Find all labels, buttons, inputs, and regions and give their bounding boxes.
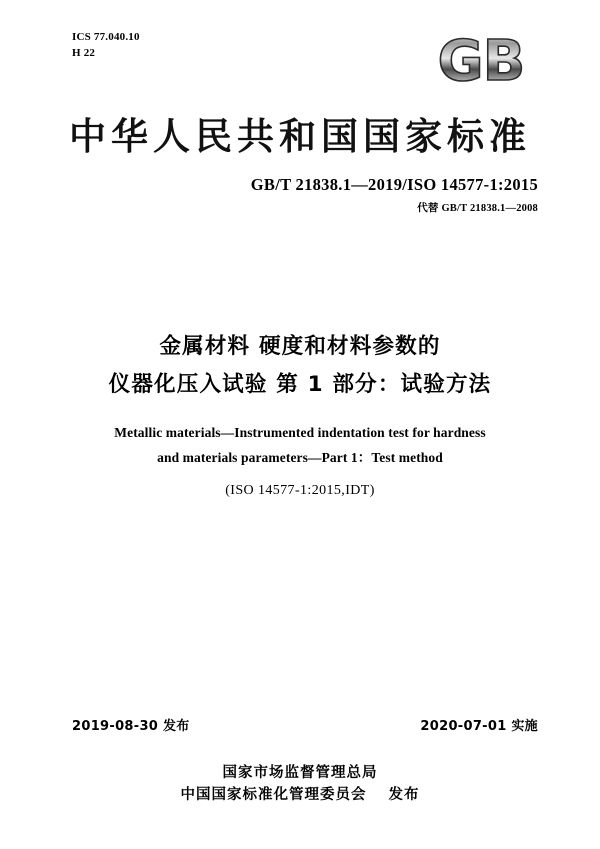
title-english-line2: and materials parameters—Part 1：Test method [157, 449, 443, 465]
iso-equivalence-note: (ISO 14577-1:2015,IDT) [225, 483, 375, 498]
gb-logo [422, 28, 540, 92]
gb-logo-icon [422, 28, 540, 92]
title-chinese-line2: 仪器化压入试验 第 1 部分：试验方法 [108, 371, 492, 397]
ics-code: ICS 77.040.10 [72, 31, 140, 43]
standard-number: GB/T 21838.1—2019/ISO 14577-1:2015 [250, 175, 538, 194]
national-standard-title: 中华人民共和国国家标准 [69, 115, 531, 158]
implementation-date: 2020-07-01 实施 [420, 719, 538, 734]
standard-number-block [251, 175, 538, 215]
title-english [0, 421, 600, 471]
publisher-line2-row [0, 785, 600, 807]
title-english-line1: Metallic materials—Instrumented indentation test for hardness [114, 425, 486, 440]
svg-text:GB: GB [437, 29, 525, 92]
classification-code: H 22 [72, 46, 96, 59]
publisher-line1: 国家市场监督管理总局 [222, 765, 378, 781]
title-chinese [0, 328, 600, 403]
ics-block [72, 30, 140, 62]
date-row [72, 715, 538, 734]
standard-replaces: 代替 GB/T 21838.1—2008 [417, 203, 538, 214]
publisher-line2: 中国国家标准化管理委员会 [180, 786, 367, 803]
publisher-block [0, 763, 600, 807]
issue-date: 2019-08-30 发布 [72, 719, 190, 734]
title-chinese-line1: 金属材料 硬度和材料参数的 [159, 334, 441, 359]
publisher-issue-label: 发布 [388, 786, 420, 803]
